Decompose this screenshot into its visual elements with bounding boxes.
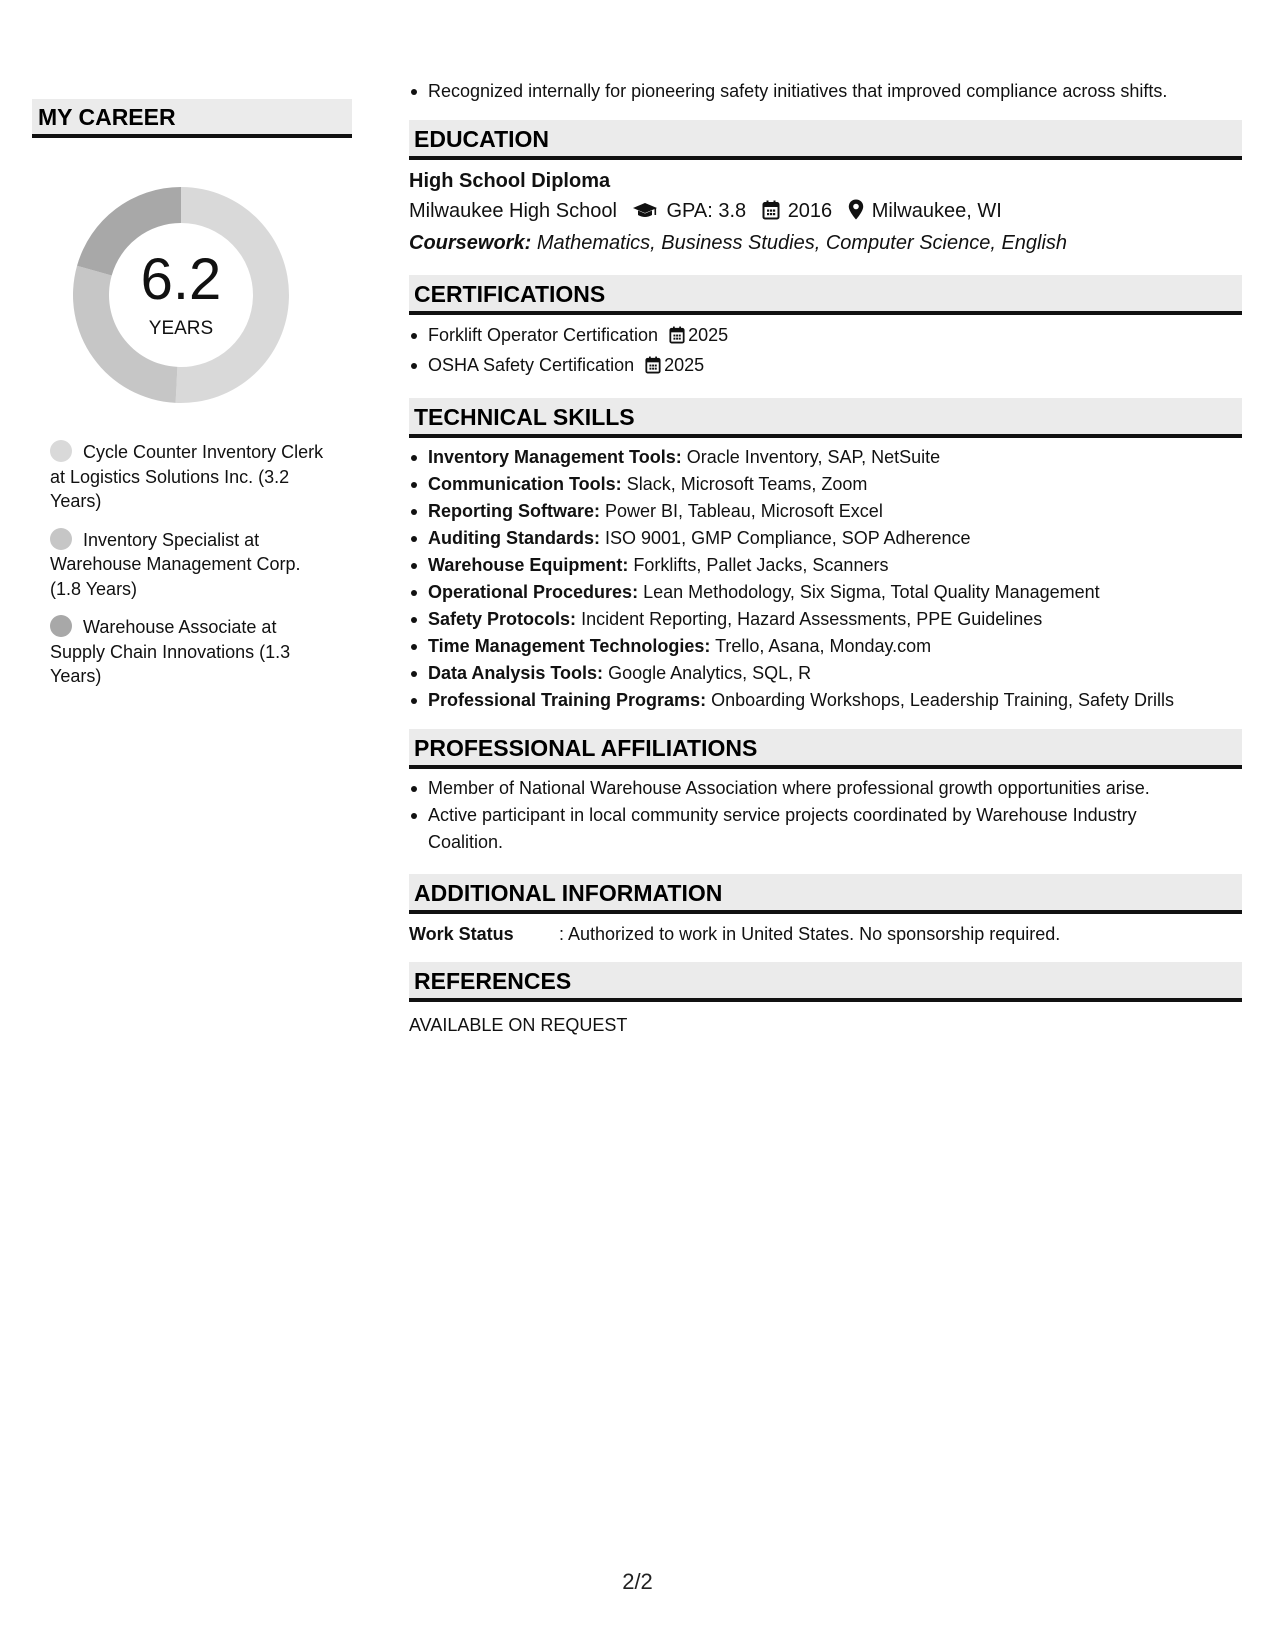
career-legend — [50, 440, 325, 689]
additional-heading: ADDITIONAL INFORMATION — [409, 874, 1242, 914]
certification-item — [409, 322, 1242, 352]
calendar-icon — [762, 200, 780, 229]
affiliation-item: Member of National Warehouse Association where professional growth opportunities arise. — [409, 775, 1242, 802]
graduation-cap-icon — [632, 200, 658, 229]
total-years-value: 6.2 — [140, 247, 222, 312]
skill-label: Data Analysis Tools: — [428, 663, 604, 683]
skill-item — [409, 498, 1242, 525]
certifications-list — [409, 322, 1242, 382]
certification-year: 2025 — [664, 355, 705, 375]
skill-label: Operational Procedures: — [428, 582, 639, 602]
work-status-label: Work Status — [409, 924, 514, 944]
career-legend-text: Warehouse Associate at Supply Chain Innovations (1.3 Years) — [50, 617, 291, 686]
education-school: Milwaukee High School — [409, 200, 617, 222]
skill-label: Communication Tools: — [428, 474, 622, 494]
page-number: 2/2 — [622, 1569, 653, 1594]
affiliation-item: Active participant in local community service projects coordinated by Warehouse Industry Coalition. — [409, 802, 1189, 856]
skill-label: Inventory Management Tools: — [428, 447, 682, 467]
skill-value: Lean Methodology, Six Sigma, Total Quality Management — [643, 582, 1100, 602]
certification-name: Forklift Operator Certification — [428, 325, 659, 345]
career-donut-chart — [66, 180, 296, 410]
skill-label: Auditing Standards: — [428, 528, 600, 548]
legend-dot-icon — [50, 615, 72, 637]
skill-value: Google Analytics, SQL, R — [608, 663, 812, 683]
left-column — [32, 99, 352, 703]
experience-continued — [409, 78, 1242, 105]
skill-value: Oracle Inventory, SAP, NetSuite — [686, 447, 941, 467]
career-legend-item — [50, 615, 325, 689]
calendar-icon — [669, 325, 685, 352]
references-heading: REFERENCES — [409, 962, 1242, 1002]
skill-value: Trello, Asana, Monday.com — [715, 636, 932, 656]
career-legend-text: Inventory Specialist at Warehouse Management Corp. (1.8 Years) — [50, 529, 301, 599]
skill-label: Warehouse Equipment: — [428, 555, 629, 575]
career-heading: MY CAREER — [32, 99, 352, 138]
donut-center — [66, 180, 296, 410]
skill-label: Time Management Technologies: — [428, 636, 711, 656]
skill-item — [409, 687, 1242, 714]
career-legend-item — [50, 528, 325, 602]
coursework-label: Coursework: — [409, 232, 532, 254]
coursework-value: Mathematics, Business Studies, Computer Science, English — [536, 232, 1068, 254]
career-legend-item — [50, 440, 325, 514]
career-legend-text: Cycle Counter Inventory Clerk at Logistics Solutions Inc. (3.2 Years) — [50, 442, 324, 511]
skill-label: Safety Protocols: — [428, 609, 577, 629]
education-heading: EDUCATION — [409, 120, 1242, 160]
education-degree: High School Diploma — [409, 170, 611, 192]
skill-item — [409, 606, 1242, 633]
skill-label: Professional Training Programs: — [428, 690, 707, 710]
map-pin-icon — [848, 199, 864, 229]
skill-label: Reporting Software: — [428, 501, 601, 521]
right-column — [409, 78, 1242, 1039]
work-status-value: : Authorized to work in United States. No sponsorship required. — [559, 924, 1061, 944]
work-status-row — [409, 920, 1242, 948]
certifications-heading: CERTIFICATIONS — [409, 275, 1242, 315]
skills-heading: TECHNICAL SKILLS — [409, 398, 1242, 438]
affiliations-list — [409, 775, 1242, 856]
skill-item — [409, 525, 1242, 552]
skill-value: Forklifts, Pallet Jacks, Scanners — [633, 555, 889, 575]
skills-list — [409, 444, 1242, 714]
skill-value: Slack, Microsoft Teams, Zoom — [626, 474, 868, 494]
certification-year: 2025 — [688, 325, 729, 345]
affiliations-heading: PROFESSIONAL AFFILIATIONS — [409, 729, 1242, 769]
calendar-icon — [645, 355, 661, 382]
total-years-unit: YEARS — [148, 318, 214, 339]
education-location: Milwaukee, WI — [871, 200, 1002, 222]
legend-dot-icon — [50, 528, 72, 550]
certification-item — [409, 352, 1242, 382]
skill-value: Power BI, Tableau, Microsoft Excel — [605, 501, 883, 521]
skill-item — [409, 444, 1242, 471]
references-text: AVAILABLE ON REQUEST — [409, 1015, 628, 1035]
education-coursework — [409, 229, 1242, 258]
certification-name: OSHA Safety Certification — [428, 355, 635, 375]
skill-item — [409, 660, 1242, 687]
education-gpa: GPA: 3.8 — [666, 200, 747, 222]
education-year: 2016 — [787, 200, 833, 222]
skill-item — [409, 579, 1242, 606]
skill-item — [409, 471, 1242, 498]
skill-value: ISO 9001, GMP Compliance, SOP Adherence — [605, 528, 971, 548]
skill-item — [409, 552, 1242, 579]
skill-value: Onboarding Workshops, Leadership Training, Safety Drills — [711, 690, 1174, 710]
skill-item — [409, 633, 1242, 660]
education-details — [409, 197, 1242, 229]
legend-dot-icon — [50, 440, 72, 462]
experience-bullet: Recognized internally for pioneering safety initiatives that improved compliance across shifts. — [409, 78, 1242, 105]
skill-value: Incident Reporting, Hazard Assessments, PPE Guidelines — [581, 609, 1043, 629]
